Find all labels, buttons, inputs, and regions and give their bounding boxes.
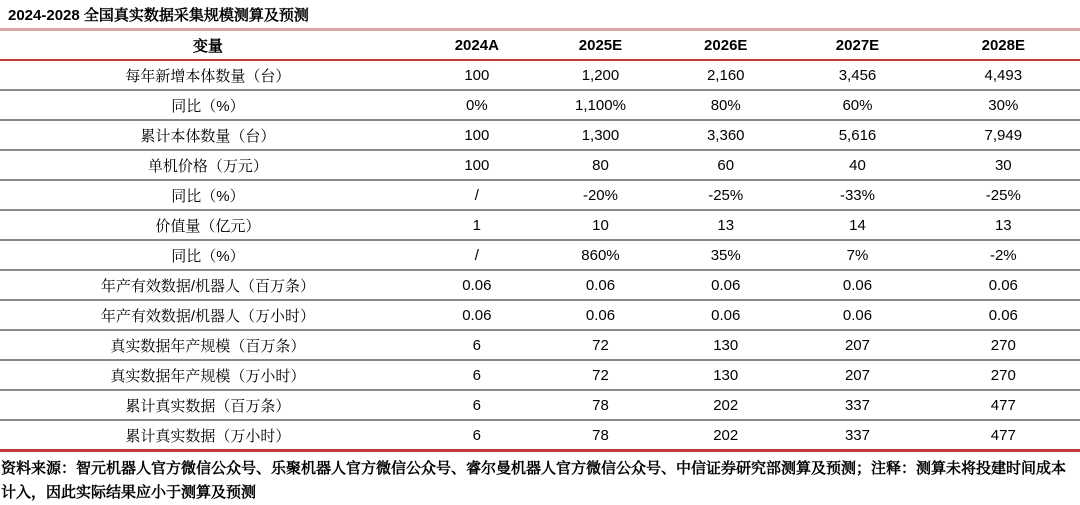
table-row <box>0 150 1080 180</box>
table-row <box>0 210 1080 240</box>
header-cell-year: 2028E <box>927 31 1080 60</box>
value-cell: 0.06 <box>416 270 538 300</box>
value-cell: 1,100% <box>538 90 663 120</box>
value-cell: 4,493 <box>927 60 1080 90</box>
row-label: 同比（%） <box>0 90 416 120</box>
header-cell-year: 2027E <box>788 31 926 60</box>
value-cell: 30 <box>927 150 1080 180</box>
row-label: 真实数据年产规模（万小时） <box>0 360 416 390</box>
value-cell: 1,300 <box>538 120 663 150</box>
value-cell: 1 <box>416 210 538 240</box>
value-cell: 100 <box>416 60 538 90</box>
header-row <box>0 31 1080 60</box>
table-row <box>0 420 1080 451</box>
value-cell: 0.06 <box>538 270 663 300</box>
value-cell: 78 <box>538 420 663 451</box>
value-cell: 80 <box>538 150 663 180</box>
value-cell: 80% <box>663 90 788 120</box>
data-table <box>0 31 1080 452</box>
value-cell: 78 <box>538 390 663 420</box>
value-cell: -20% <box>538 180 663 210</box>
value-cell: 0.06 <box>663 300 788 330</box>
value-cell: 5,616 <box>788 120 926 150</box>
table-row <box>0 330 1080 360</box>
header-cell-year: 2026E <box>663 31 788 60</box>
row-label: 每年新增本体数量（台） <box>0 60 416 90</box>
value-cell: 30% <box>927 90 1080 120</box>
row-label: 同比（%） <box>0 180 416 210</box>
value-cell: 0.06 <box>416 300 538 330</box>
value-cell: 337 <box>788 390 926 420</box>
value-cell: 202 <box>663 390 788 420</box>
table-row <box>0 180 1080 210</box>
value-cell: 6 <box>416 330 538 360</box>
value-cell: -33% <box>788 180 926 210</box>
row-label: 年产有效数据/机器人（万小时） <box>0 300 416 330</box>
table-row <box>0 390 1080 420</box>
value-cell: 100 <box>416 150 538 180</box>
table-row <box>0 270 1080 300</box>
value-cell: 35% <box>663 240 788 270</box>
table-row <box>0 240 1080 270</box>
value-cell: 207 <box>788 360 926 390</box>
value-cell: 270 <box>927 360 1080 390</box>
value-cell: 0.06 <box>927 270 1080 300</box>
source-note: 资料来源：智元机器人官方微信公众号、乐聚机器人官方微信公众号、睿尔曼机器人官方微信公众号、中信证券研究部测算及预测；注释：测算未将投建时间成本计入，因此实际结果应小于测算及预测 <box>1 460 1067 501</box>
row-label: 价值量（亿元） <box>0 210 416 240</box>
value-cell: 100 <box>416 120 538 150</box>
value-cell: 3,456 <box>788 60 926 90</box>
row-label: 累计本体数量（台） <box>0 120 416 150</box>
value-cell: 477 <box>927 390 1080 420</box>
value-cell: 130 <box>663 330 788 360</box>
header-cell-year: 2024A <box>416 31 538 60</box>
table-row <box>0 90 1080 120</box>
table-row <box>0 120 1080 150</box>
value-cell: 0.06 <box>927 300 1080 330</box>
table-row <box>0 60 1080 90</box>
value-cell: 6 <box>416 360 538 390</box>
value-cell: 860% <box>538 240 663 270</box>
value-cell: -25% <box>927 180 1080 210</box>
value-cell: / <box>416 240 538 270</box>
value-cell: 0.06 <box>788 270 926 300</box>
value-cell: 6 <box>416 390 538 420</box>
value-cell: 2,160 <box>663 60 788 90</box>
table-row <box>0 300 1080 330</box>
value-cell: 60 <box>663 150 788 180</box>
value-cell: -25% <box>663 180 788 210</box>
value-cell: 0.06 <box>788 300 926 330</box>
value-cell: 3,360 <box>663 120 788 150</box>
value-cell: 207 <box>788 330 926 360</box>
value-cell: -2% <box>927 240 1080 270</box>
value-cell: 7,949 <box>927 120 1080 150</box>
value-cell: 0.06 <box>663 270 788 300</box>
value-cell: 337 <box>788 420 926 451</box>
value-cell: 13 <box>927 210 1080 240</box>
value-cell: 270 <box>927 330 1080 360</box>
row-label: 单机价格（万元） <box>0 150 416 180</box>
row-label: 累计真实数据（百万条） <box>0 390 416 420</box>
value-cell: 10 <box>538 210 663 240</box>
value-cell: / <box>416 180 538 210</box>
figure-title: 2024-2028 全国真实数据采集规模测算及预测 <box>8 7 309 24</box>
row-label: 累计真实数据（万小时） <box>0 420 416 451</box>
row-label: 年产有效数据/机器人（百万条） <box>0 270 416 300</box>
value-cell: 7% <box>788 240 926 270</box>
value-cell: 14 <box>788 210 926 240</box>
row-label: 真实数据年产规模（百万条） <box>0 330 416 360</box>
table-body <box>0 60 1080 451</box>
value-cell: 1,200 <box>538 60 663 90</box>
value-cell: 72 <box>538 330 663 360</box>
value-cell: 477 <box>927 420 1080 451</box>
table-row <box>0 360 1080 390</box>
value-cell: 130 <box>663 360 788 390</box>
value-cell: 202 <box>663 420 788 451</box>
value-cell: 6 <box>416 420 538 451</box>
value-cell: 60% <box>788 90 926 120</box>
header-cell-variable: 变量 <box>0 31 416 60</box>
value-cell: 40 <box>788 150 926 180</box>
value-cell: 72 <box>538 360 663 390</box>
value-cell: 0% <box>416 90 538 120</box>
header-cell-year: 2025E <box>538 31 663 60</box>
value-cell: 0.06 <box>538 300 663 330</box>
row-label: 同比（%） <box>0 240 416 270</box>
value-cell: 13 <box>663 210 788 240</box>
